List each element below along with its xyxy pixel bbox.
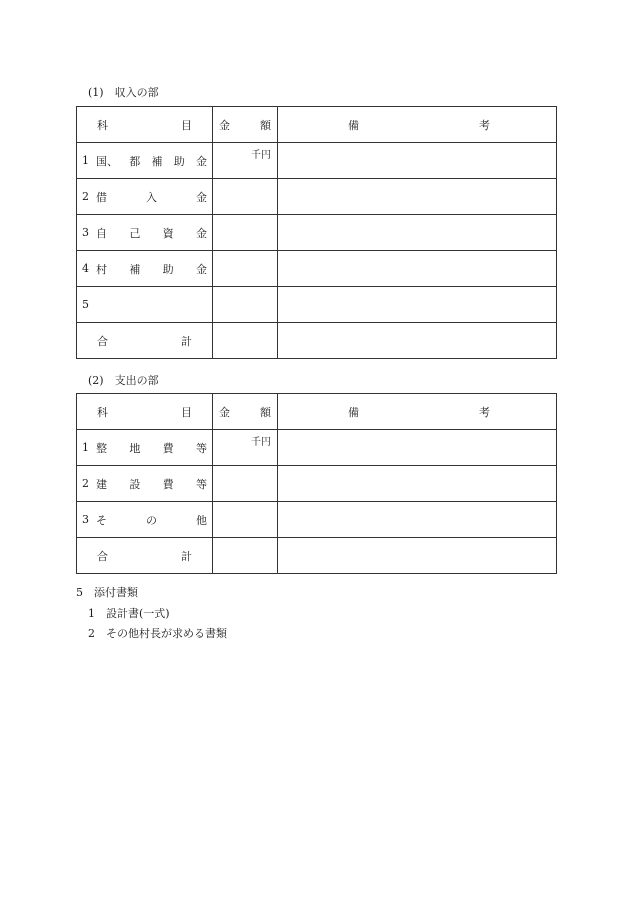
note-cell xyxy=(278,323,557,359)
amount-header: 金 額 xyxy=(219,405,271,419)
expense-table xyxy=(76,393,557,574)
note-header: 備 考 xyxy=(348,405,490,419)
note-cell xyxy=(278,538,557,574)
table-row xyxy=(77,430,557,466)
item-cell: 3 自 己 資 金 xyxy=(82,226,207,240)
income-table-header xyxy=(77,107,557,143)
note-cell xyxy=(278,466,557,502)
expense-table-header xyxy=(77,394,557,430)
amount-cell xyxy=(213,215,278,251)
table-row xyxy=(77,287,557,323)
item-cell: 1 国、 都 補 助 金 xyxy=(82,154,207,168)
item-cell: 4 村 補 助 金 xyxy=(82,262,207,276)
item-cell: 2 建 設 費 等 xyxy=(82,477,207,491)
amount-unit: 千円 xyxy=(213,430,278,466)
item-header: 科 目 xyxy=(97,405,192,419)
note-cell xyxy=(278,251,557,287)
note-cell xyxy=(278,287,557,323)
table-row xyxy=(77,251,557,287)
item-header: 科 目 xyxy=(97,118,192,132)
total-label: 合 計 xyxy=(97,334,192,348)
item-cell: 3 そ の 他 xyxy=(82,513,207,527)
amount-header: 金 額 xyxy=(219,118,271,132)
amount-cell xyxy=(213,538,278,574)
amount-cell xyxy=(213,179,278,215)
income-table xyxy=(76,106,557,359)
note-header: 備 考 xyxy=(348,118,490,132)
income-section-heading: (1) 収入の部 xyxy=(88,86,159,99)
amount-cell xyxy=(213,502,278,538)
note-cell xyxy=(278,143,557,179)
amount-cell xyxy=(213,251,278,287)
note-cell xyxy=(278,502,557,538)
item-cell: 2 借 入 金 xyxy=(82,190,207,204)
amount-cell xyxy=(213,287,278,323)
expense-section-heading: (2) 支出の部 xyxy=(88,374,159,387)
attachments-heading: 5 添付書類 xyxy=(76,586,138,599)
total-row xyxy=(77,323,557,359)
note-cell xyxy=(278,215,557,251)
note-cell xyxy=(278,179,557,215)
amount-cell xyxy=(213,323,278,359)
amount-unit: 千円 xyxy=(213,143,278,179)
table-row xyxy=(77,179,557,215)
note-cell xyxy=(278,430,557,466)
amount-cell xyxy=(213,466,278,502)
item-cell: 1 整 地 費 等 xyxy=(82,441,207,455)
table-row xyxy=(77,466,557,502)
table-row xyxy=(77,215,557,251)
item-cell: 5 xyxy=(82,298,89,311)
total-row xyxy=(77,538,557,574)
attachment-item: 2 その他村長が求める書類 xyxy=(88,627,227,640)
table-row xyxy=(77,502,557,538)
attachment-item: 1 設計書(一式) xyxy=(88,607,170,620)
table-row xyxy=(77,143,557,179)
total-label: 合 計 xyxy=(97,549,192,563)
